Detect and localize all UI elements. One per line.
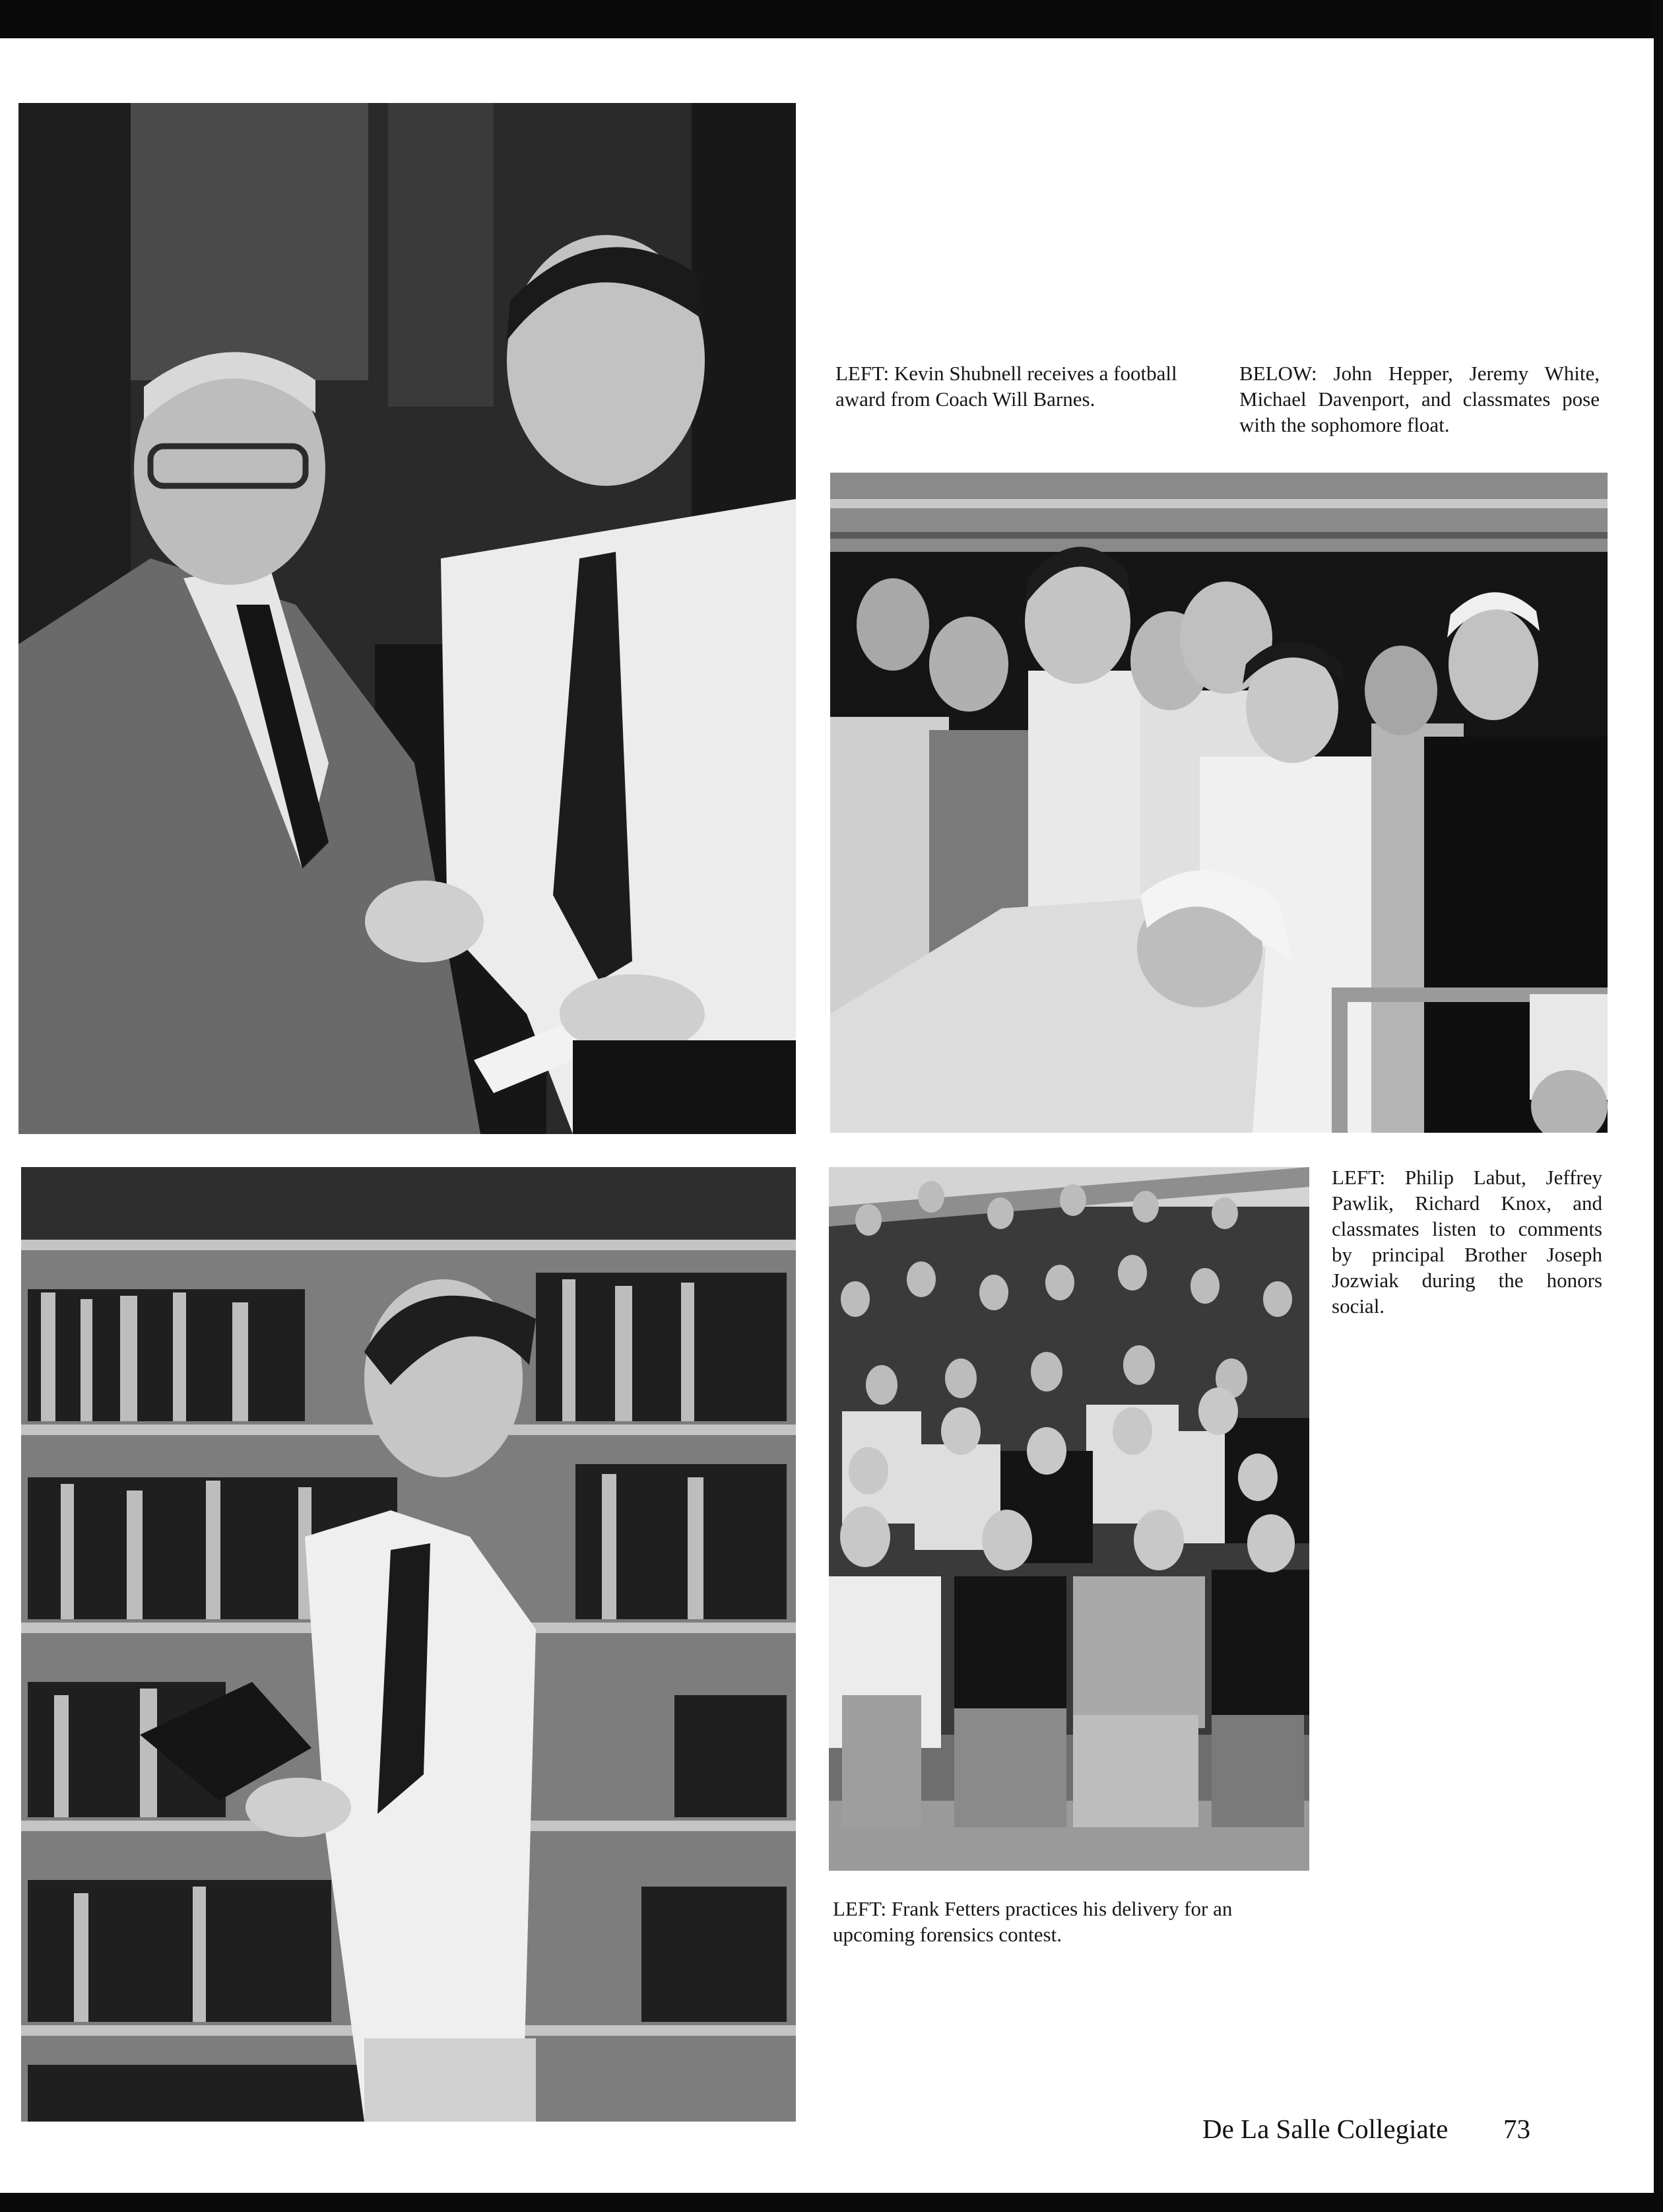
caption-sophomore-float: BELOW: John Hepper, Jeremy White, Michael Davenport, and classmates pose with the sophomore float. <box>1239 362 1600 436</box>
photo-honors-social <box>829 1167 1309 1871</box>
scan-border-right <box>1654 0 1663 2212</box>
footer-publication-name: De La Salle Collegiate <box>1202 2114 1449 2144</box>
caption-honors-social: LEFT: Philip Labut, Jeffrey Pawlik, Richard Knox, and classmates listen to comments by principal Brother Joseph Jozwiak during the honors social. <box>1332 1166 1602 1318</box>
caption-forensics-practice: LEFT: Frank Fetters practices his delivery for an upcoming forensics contest. <box>833 1897 1233 1946</box>
page-number: 73 <box>1503 2114 1530 2144</box>
photo-football-award <box>18 103 796 1134</box>
photo-sophomore-float <box>830 473 1608 1133</box>
caption-football-award: LEFT: Kevin Shubnell receives a football award from Coach Will Barnes. <box>835 362 1177 411</box>
scan-border-top <box>0 0 1663 38</box>
scan-border-bottom <box>0 2193 1663 2212</box>
photo-forensics-practice <box>21 1167 796 2122</box>
